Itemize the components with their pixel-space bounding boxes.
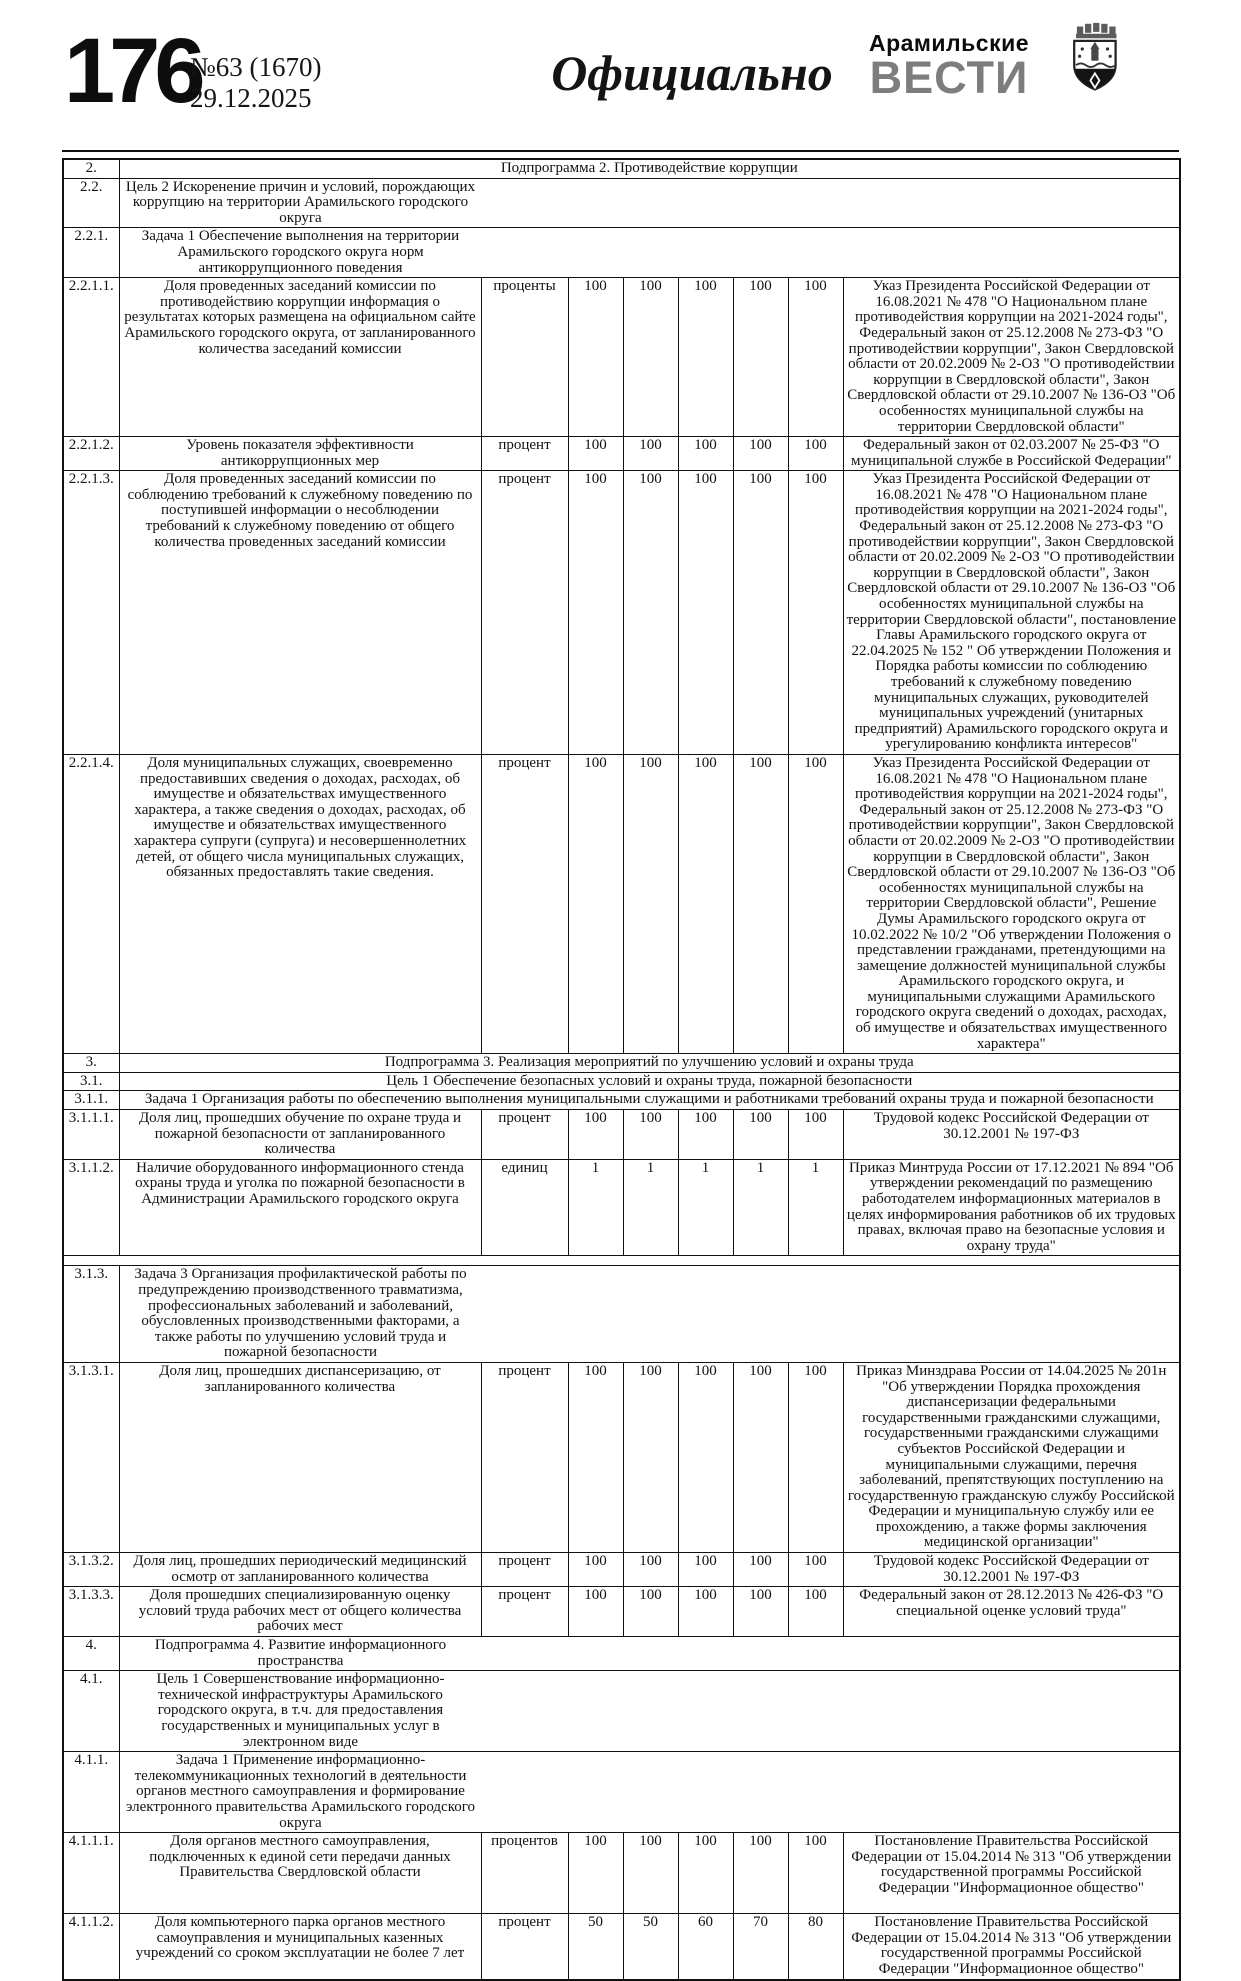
task-title: Задача 1 Организация работы по обеспечению выполнения муниципальными служащими и работниками требований охраны труда и пожарной безопасности	[119, 1091, 1180, 1110]
indicator-name: Доля муниципальных служащих, своевременно предоставивших сведения о доходах, расходах, об имуществе и обязательствах имущественного характера, а также сведения о доходах, расходах, об имуществе и обязательствах имущественного характера супруги (супруга) и несовершеннолетних детей, от общего числа муниципальных служащих, обязанных предоставлять такие сведения.	[119, 754, 481, 1053]
value-cell: 60	[678, 1914, 733, 1980]
value-cell: 100	[678, 1553, 733, 1587]
value-cell: 100	[788, 437, 843, 471]
table-row-indicator	[63, 437, 1180, 471]
value-cell: 1	[568, 1159, 623, 1256]
goal-title: Цель 1 Совершенствование информационно-технической инфраструктуры Арамильского городского округа, в т.ч. для предоставления государственных и муниципальных услуг в электронном виде	[156, 1671, 445, 1750]
value-cell: 80	[788, 1914, 843, 1980]
value-cell: 100	[623, 1833, 678, 1914]
row-number: 4.1.1.1.	[63, 1833, 119, 1914]
value-cell: 100	[568, 1553, 623, 1587]
row-number: 2.2.1.4.	[63, 754, 119, 1053]
legal-basis-cell: Указ Президента Российской Федерации от 16.08.2021 № 478 "О Национальном плане противодействия коррупции на 2021-2024 годы", Федеральный закон от 25.12.2008 № 273-ФЗ "О противодействии коррупции", Закон Свердловской области от 20.02.2009 № 2-ОЗ "О противодействии коррупции в Свердловской области", Закон Свердловской области от 29.10.2007 № 136-ОЗ "Об особенностях муниципальной службы на территории Свердловской области", постановление Главы Арамильского городского округа от 22.04.2025 № 152 " Об утверждении Положения и Порядка работы комиссии по соблюдению требований к служебному поведению муниципальных служащих, руководителей муниципальных учреждений (унитарных предприятий) Арамильского городского округа и урегулированию конфликта интересов"	[843, 471, 1180, 755]
value-cell: 100	[788, 1587, 843, 1637]
value-cell: 100	[568, 471, 623, 755]
value-cell: 100	[623, 1587, 678, 1637]
row-number: 3.1.3.1.	[63, 1362, 119, 1552]
row-number: 3.1.	[63, 1072, 119, 1091]
value-cell: 1	[678, 1159, 733, 1256]
table-row-task-3-1-1	[63, 1091, 1180, 1110]
legal-basis-cell: Приказ Минздрава России от 14.04.2025 № 201н "Об утверждении Порядка прохождения диспансеризации федеральными государственными гражданскими служащими, государственными гражданскими служащими субъектов Российской Федерации и муниципальными служащими, перечня заболеваний, препятствующих поступлению на государственную гражданскую службу Российской Федерации и муниципальную службу или ее прохождению, а также формы заключения медицинской организации"	[843, 1362, 1180, 1552]
value-cell: 100	[568, 1833, 623, 1914]
value-cell: 100	[623, 754, 678, 1053]
value-cell: 70	[733, 1914, 788, 1980]
brand-name-bottom: ВЕСТИ	[869, 52, 1029, 103]
value-cell: 100	[788, 278, 843, 437]
value-cell: 100	[733, 278, 788, 437]
value-cell: 1	[623, 1159, 678, 1256]
value-cell: 100	[568, 1587, 623, 1637]
value-cell: 100	[678, 1833, 733, 1914]
indicator-name: Доля органов местного самоуправления, подключенных к единой сети передачи данных Правительства Свердловской области	[119, 1833, 481, 1914]
row-number: 3.	[63, 1054, 119, 1073]
value-cell: 100	[733, 1362, 788, 1552]
value-cell: 100	[733, 1110, 788, 1160]
program-indicators-table	[62, 158, 1181, 1981]
table-row-goal-3-1	[63, 1072, 1180, 1091]
unit-cell: процент	[481, 754, 568, 1053]
legal-basis-cell: Федеральный закон от 28.12.2013 № 426-ФЗ "О специальной оценке условий труда"	[843, 1587, 1180, 1637]
row-number: 2.2.	[63, 178, 119, 228]
value-cell: 100	[678, 754, 733, 1053]
legal-basis-cell: Трудовой кодекс Российской Федерации от 30.12.2001 № 197-ФЗ	[843, 1553, 1180, 1587]
legal-basis-cell: Федеральный закон от 02.03.2007 № 25-ФЗ "О муниципальной службе в Российской Федерации"	[843, 437, 1180, 471]
indicator-name: Доля лиц, прошедших периодический медицинский осмотр от запланированного количества	[119, 1553, 481, 1587]
table-row-task-2-2-1	[63, 228, 1180, 278]
row-number: 3.1.1.	[63, 1091, 119, 1110]
value-cell: 1	[788, 1159, 843, 1256]
unit-cell: процентов	[481, 1833, 568, 1914]
table-row-task-4-1-1	[63, 1752, 1180, 1833]
legal-basis-cell: Приказ Минтруда России от 17.12.2021 № 894 "Об утверждении рекомендаций по размещению работодателем информационных материалов в целях информирования работников об их трудовых правах, включая право на безопасные условия и охрану труда"	[843, 1159, 1180, 1256]
value-cell: 100	[733, 1587, 788, 1637]
table-row-indicator	[63, 1362, 1180, 1552]
page-number: 176	[64, 20, 200, 122]
table-row-indicator	[63, 1587, 1180, 1637]
value-cell: 100	[788, 754, 843, 1053]
task-title: Задача 1 Обеспечение выполнения на территории Арамильского городского округа норм антикоррупционного поведения	[141, 228, 460, 276]
task-title: Задача 3 Организация профилактической работы по предупреждению производственного травматизма, профессиональных заболеваний и заболеваний, обусловленных производственными факторами, а также работы по улучшению условий труда и пожарной безопасности	[134, 1266, 467, 1361]
unit-cell: процент	[481, 1914, 568, 1980]
indicator-name: Доля проведенных заседаний комиссии по противодействию коррупции информация о результатах которых размещена на официальном сайте Арамильского городского округа, от запланированного количества заседаний комиссии	[119, 278, 481, 437]
row-number: 2.2.1.3.	[63, 471, 119, 755]
value-cell: 100	[788, 1553, 843, 1587]
newspaper-brand	[849, 30, 1049, 103]
brand-name-top: Арамильские	[868, 30, 1030, 56]
value-cell: 50	[623, 1914, 678, 1980]
row-number: 2.2.1.	[63, 228, 119, 278]
table-row-goal-2-2	[63, 178, 1180, 228]
value-cell: 100	[678, 471, 733, 755]
value-cell: 100	[568, 1362, 623, 1552]
value-cell: 100	[623, 471, 678, 755]
indicator-name: Наличие оборудованного информационного стенда охраны труда и уголка по пожарной безопасности в Администрации Арамильского городского округа	[119, 1159, 481, 1256]
row-number: 4.1.1.2.	[63, 1914, 119, 1980]
section-title: Официально	[551, 45, 833, 101]
unit-cell: процент	[481, 1110, 568, 1160]
value-cell: 100	[568, 278, 623, 437]
value-cell: 100	[623, 1110, 678, 1160]
issue-block	[190, 52, 322, 114]
unit-cell: процент	[481, 1587, 568, 1637]
row-number: 3.1.3.3.	[63, 1587, 119, 1637]
row-number: 2.2.1.2.	[63, 437, 119, 471]
row-number: 4.1.	[63, 1671, 119, 1752]
value-cell: 100	[733, 437, 788, 471]
goal-title: Цель 1 Обеспечение безопасных условий и охраны труда, пожарной безопасности	[119, 1072, 1180, 1091]
row-number: 3.1.1.2.	[63, 1159, 119, 1256]
unit-cell: процент	[481, 471, 568, 755]
legal-basis-cell: Указ Президента Российской Федерации от 16.08.2021 № 478 "О Национальном плане противодействия коррупции на 2021-2024 годы", Федеральный закон от 25.12.2008 № 273-ФЗ "О противодействии коррупции", Закон Свердловской области от 20.02.2009 № 2-ОЗ "О противодействии коррупции в Свердловской области", Закон Свердловской области от 29.10.2007 № 136-ОЗ "Об особенностях муниципальной службы на территории Свердловской области", Решение Думы Арамильского городского округа от 10.02.2022 № 10/2 "Об утверждении Положения о представлении гражданами, претендующими на замещение должностей муниципальной службы Арамильского городского округа, и муниципальными служащими Арамильского городского округа сведений о доходах, расходах, об имуществе и обязательствах имущественного характера"	[843, 754, 1180, 1053]
unit-cell: процент	[481, 437, 568, 471]
value-cell: 100	[568, 754, 623, 1053]
indicator-name: Доля проведенных заседаний комиссии по соблюдению требований к служебному поведению по поступившей информации о несоблюдении требований к служебному поведению от общего количества проведенных заседаний комиссии	[119, 471, 481, 755]
value-cell: 50	[568, 1914, 623, 1980]
value-cell: 100	[788, 471, 843, 755]
unit-cell: процент	[481, 1362, 568, 1552]
indicator-name: Уровень показателя эффективности антикоррупционных мер	[119, 437, 481, 471]
indicator-name: Доля прошедших специализированную оценку условий труда рабочих мест от общего количества рабочих мест	[119, 1587, 481, 1637]
table-row-indicator	[63, 1159, 1180, 1256]
task-title: Задача 1 Применение информационно-телекоммуникационных технологий в деятельности органов местного самоуправления и формирование электронного правительства Арамильского городского округа	[125, 1752, 476, 1831]
value-cell: 100	[733, 1833, 788, 1914]
issue-number: №63 (1670)	[190, 52, 322, 82]
subprogram-title: Подпрограмма 4. Развитие информационного пространства	[154, 1637, 447, 1669]
value-cell: 100	[623, 1553, 678, 1587]
table-row-subprogram-3	[63, 1054, 1180, 1073]
table-row-indicator	[63, 1110, 1180, 1160]
indicator-name: Доля лиц, прошедших диспансеризацию, от запланированного количества	[119, 1362, 481, 1552]
indicator-name: Доля компьютерного парка органов местного самоуправления и муниципальных казенных учреждений со сроком эксплуатации не более 7 лет	[119, 1914, 481, 1980]
legal-basis-cell: Указ Президента Российской Федерации от 16.08.2021 № 478 "О Национальном плане противодействия коррупции на 2021-2024 годы", Федеральный закон от 25.12.2008 № 273-ФЗ "О противодействии коррупции", Закон Свердловской области от 20.02.2009 № 2-ОЗ "О противодействии коррупции в Свердловской области", Закон Свердловской области от 29.10.2007 № 136-ОЗ "Об особенностях муниципальной службы на территории Свердловской области"	[843, 278, 1180, 437]
value-cell: 100	[678, 437, 733, 471]
value-cell: 100	[678, 278, 733, 437]
value-cell: 100	[568, 1110, 623, 1160]
goal-title: Цель 2 Искоренение причин и условий, порождающих коррупцию на территории Арамильского городского округа	[125, 178, 476, 226]
table-section-gap	[63, 1256, 1180, 1266]
value-cell: 100	[733, 1553, 788, 1587]
value-cell: 100	[678, 1110, 733, 1160]
table-row-indicator	[63, 1553, 1180, 1587]
row-number: 3.1.3.	[63, 1266, 119, 1363]
issue-date: 29.12.2025	[190, 83, 312, 113]
value-cell: 100	[678, 1587, 733, 1637]
value-cell: 100	[733, 471, 788, 755]
table-row-indicator	[63, 471, 1180, 755]
value-cell: 100	[733, 754, 788, 1053]
unit-cell: процент	[481, 1553, 568, 1587]
header-divider	[62, 150, 1179, 152]
row-number: 4.	[63, 1637, 119, 1671]
table-row-subprogram-2	[63, 159, 1180, 178]
unit-cell: единиц	[481, 1159, 568, 1256]
table-row-goal-4-1	[63, 1671, 1180, 1752]
value-cell: 100	[678, 1362, 733, 1552]
table-row-indicator	[63, 754, 1180, 1053]
table-row-indicator	[63, 1833, 1180, 1914]
table-row-task-3-1-3	[63, 1266, 1180, 1363]
indicator-name: Доля лиц, прошедших обучение по охране труда и пожарной безопасности от запланированного количества	[119, 1110, 481, 1160]
row-number: 4.1.1.	[63, 1752, 119, 1833]
legal-basis-cell: Постановление Правительства Российской Федерации от 15.04.2014 № 313 "Об утверждении государственной программы Российской Федерации "Информационное общество"	[843, 1833, 1180, 1914]
value-cell: 100	[568, 437, 623, 471]
subprogram-title: Подпрограмма 2. Противодействие коррупции	[119, 159, 1180, 178]
table-row-indicator	[63, 1914, 1180, 1980]
row-number: 3.1.3.2.	[63, 1553, 119, 1587]
value-cell: 100	[788, 1833, 843, 1914]
value-cell: 100	[788, 1362, 843, 1552]
value-cell: 100	[623, 278, 678, 437]
row-number: 3.1.1.1.	[63, 1110, 119, 1160]
coat-of-arms-icon	[1067, 22, 1121, 99]
value-cell: 100	[623, 1362, 678, 1552]
table-row-indicator	[63, 278, 1180, 437]
newspaper-header	[62, 0, 1179, 150]
table-row-subprogram-4	[63, 1637, 1180, 1671]
legal-basis-cell: Трудовой кодекс Российской Федерации от 30.12.2001 № 197-ФЗ	[843, 1110, 1180, 1160]
value-cell: 100	[623, 437, 678, 471]
unit-cell: проценты	[481, 278, 568, 437]
legal-basis-cell: Постановление Правительства Российской Федерации от 15.04.2014 № 313 "Об утверждении государственной программы Российской Федерации "Информационное общество"	[843, 1914, 1180, 1980]
subprogram-title: Подпрограмма 3. Реализация мероприятий по улучшению условий и охраны труда	[119, 1054, 1180, 1073]
value-cell: 1	[733, 1159, 788, 1256]
row-number: 2.	[63, 159, 119, 178]
value-cell: 100	[788, 1110, 843, 1160]
row-number: 2.2.1.1.	[63, 278, 119, 437]
